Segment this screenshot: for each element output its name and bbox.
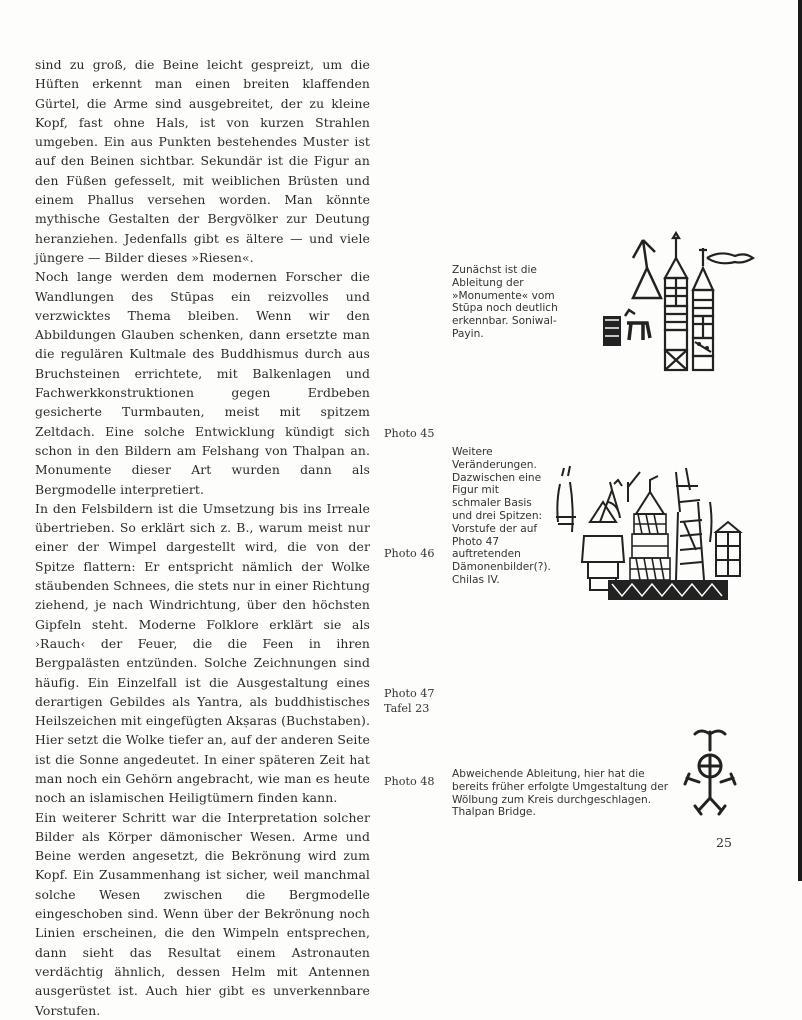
rock-art-demon-figures [548,462,763,607]
paragraph-2: Noch lange werden dem modernen Forscher die Wandlungen des Stūpas ein reizvolles und verzwicktes Thema bleiben. Wenn wir den Abbildungen Glauben schenken, dann ersetzte man die regulären Kultmale des Buddhismus durch aus Bruchsteinen errichtete, mit Balkenlagen und Fachwerkkonstruktionen gegen Erdbeben gesicherte Turmbauten, meist mit spitzem Zeltdach. Eine solche Entwicklung kündigt sich schon in den Bildern am Felshang von Thalpan an. Monumente dieser Art wurden dann als Bergmodelle interpretiert. [35,269,370,497]
main-text-column [35,55,370,1020]
paragraph-4: Ein weiterer Schritt war die Interpretation solcher Bilder als Körper dämonischer Wesen. Arme und Beine werden angesetzt, die Bekrönung wird zum Kopf. Ein Zusammenhang ist sicher, weil manchmal solche Wesen zwischen die Bergmodelle eingeschoben sind. Wenn über der Bekrönung noch Linien erscheinen, die den Wimpeln entsprechen, dann sieht das Resultat einem Astronauten verdächtig ähnlich, dessen Helm mit Antennen ausgerüstet ist. Auch hier gibt es unverkennbare Vorstufen. [35,809,370,1018]
photo-ref-47: Photo 47 [384,687,435,700]
photo-ref-48: Photo 48 [384,775,435,788]
page-number: 25 [716,835,732,850]
photo-ref-46: Photo 46 [384,547,435,560]
page-edge [798,0,802,881]
caption-figure-1: Zunächst ist die Ableitung der »Monumente« vom Stūpa noch deutlich erkennbar. Soniwal-Payin. [452,264,558,340]
caption-figure-3: Abweichende Ableitung, hier hat die bereits früher erfolgte Umgestaltung der Wölbung zum Kreis durchgeschlagen. Thalpan Bridge. [452,768,669,819]
rock-art-monuments-figure [595,228,755,378]
paragraph-1: sind zu groß, die Beine leicht gespreizt, um die Hüften erkennt man einen breiten klaffenden Gürtel, die Arme sind ausgebreitet, der zu kleine Kopf, fast ohne Hals, ist von kurzen Strahlen umgeben. Ein aus Punkten bestehendes Muster ist auf den Beinen sichtbar. Sekundär ist die Figur an den Füßen gefesselt, mit weiblichen Brüsten und einem Phallus versehen worden. Man könnte mythische Gestalten der Bergvölker zur Deutung heranziehen. Jedenfalls gibt es ältere — und viele jüngere — Bilder dieses »Riesen«. [35,57,370,265]
rock-art-astronaut-figure [675,726,745,822]
tafel-ref-23: Tafel 23 [384,702,430,715]
photo-ref-45: Photo 45 [384,427,435,440]
paragraph-3: In den Felsbildern ist die Umsetzung bis ins Irreale übertrieben. So erklärt sich z. B., warum meist nur einer der Wimpel dargestellt wird, die von der Spitze flattern: Er entspricht nämlich der Wolke stäubenden Schnees, die stets nur in einer Richtung ziehend, je nach Windrichtung, über den höchsten Gipfeln steht. Moderne Folklore erklärt sie als ›Rauch‹ der Feuer, die die Feen in ihren Bergpalästen entzünden. Solche Zeichnungen sind häufig. Ein Einzelfall ist die Ausgestaltung eines derartigen Gebildes als Yantra, als buddhistisches Heilszeichen mit eingefügten Akṣaras (Buchstaben). Hier setzt die Wolke tiefer an, auf der anderen Seite ist die Sonne angedeutet. In einer späteren Zeit hat man noch ein Gehörn angebracht, wie man es heute noch an islamischen Heiligtümern finden kann. [35,500,370,806]
caption-figure-2: Weitere Veränderungen. Dazwischen eine Figur mit schmaler Basis und drei Spitzen: Vorstufe der auf Photo 47 auftretenden Dämonenbilder(?). Chilas IV. [452,446,551,586]
